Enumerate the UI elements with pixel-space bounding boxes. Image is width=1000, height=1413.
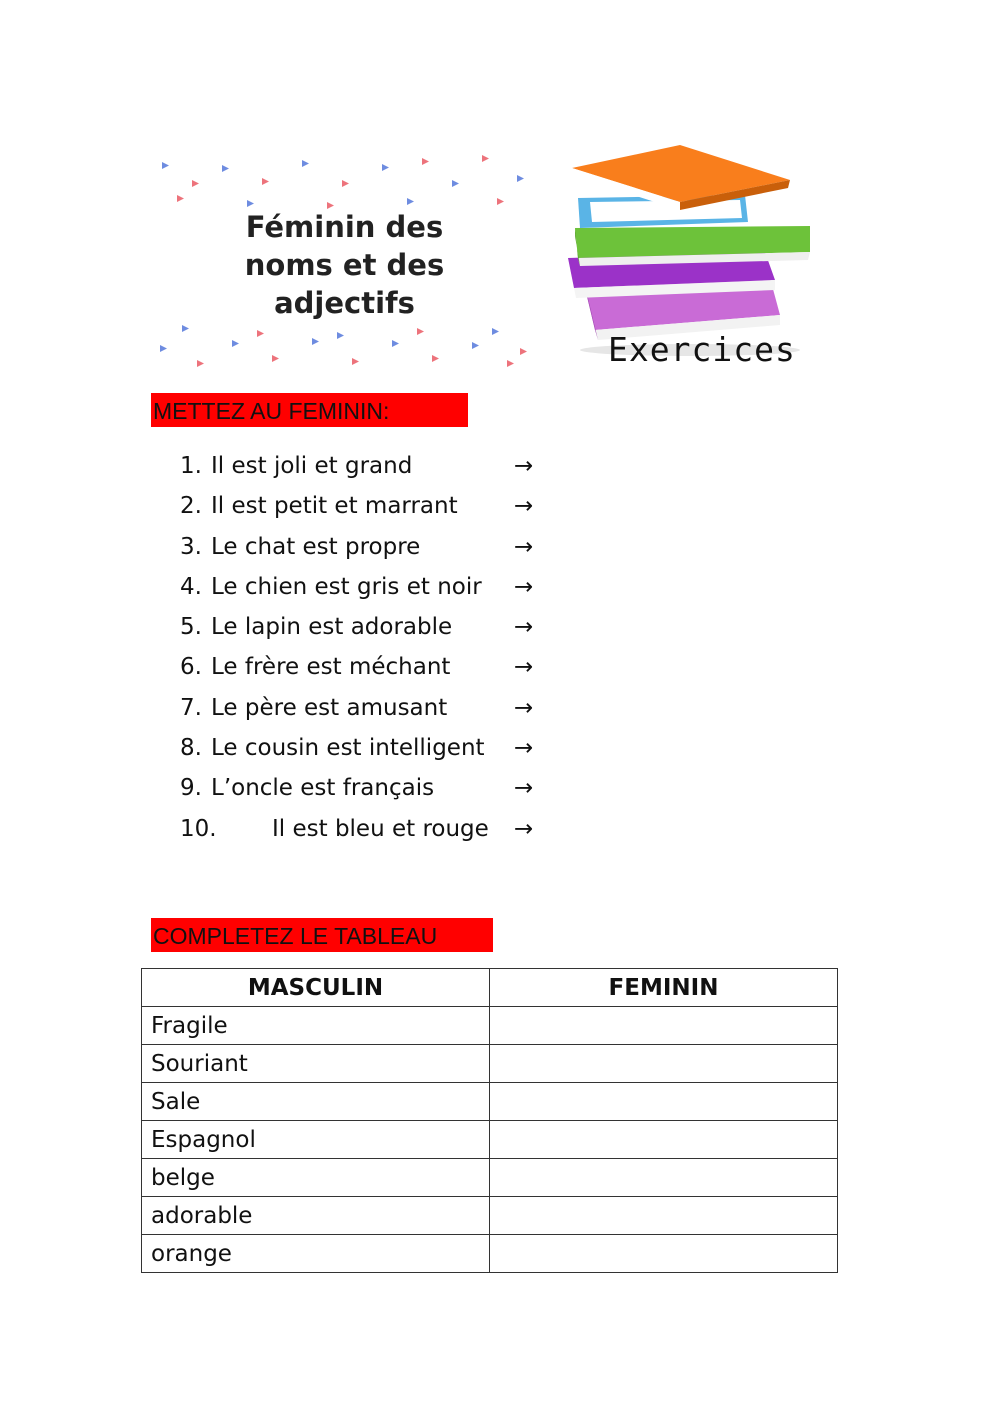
cell-feminin-answer[interactable]	[490, 1235, 838, 1273]
table-row	[142, 1007, 838, 1045]
confetti-triangle	[182, 325, 189, 332]
confetti-triangle	[312, 338, 319, 345]
table-row	[142, 1121, 838, 1159]
confetti-triangle	[342, 180, 349, 187]
confetti-triangle	[422, 158, 429, 165]
confetti-triangle	[382, 164, 389, 171]
cell-masculin: adorable	[142, 1197, 490, 1235]
arrow-icon: →	[514, 573, 534, 600]
confetti-triangle	[177, 195, 184, 202]
item-sentence: Le lapin est adorable	[211, 614, 453, 641]
confetti-triangle	[407, 198, 414, 205]
confetti-triangle	[197, 360, 204, 367]
cell-masculin: Fragile	[142, 1007, 490, 1045]
item-sentence: Il est joli et grand	[211, 453, 413, 479]
confetti-triangle	[432, 355, 439, 362]
exercices-caption: Exercices	[608, 330, 796, 369]
table-header-row	[142, 969, 838, 1007]
confetti-triangle	[417, 328, 424, 335]
item-number: 8.	[180, 735, 202, 762]
confetti-triangle	[492, 328, 499, 335]
confetti-triangle	[302, 160, 309, 167]
book-green	[575, 226, 810, 266]
item-number: 2.	[180, 493, 202, 520]
arrow-icon: →	[514, 775, 534, 802]
item-sentence: Le cousin est intelligent	[211, 735, 485, 762]
banner-title-line: Féminin des	[245, 210, 444, 244]
confetti-triangle	[507, 360, 514, 367]
item-sentence: Il est petit et marrant	[211, 493, 458, 520]
confetti-triangle	[162, 162, 169, 169]
cell-masculin: Souriant	[142, 1045, 490, 1083]
item-number: 3.	[180, 533, 202, 560]
banner-title-line: adjectifs	[274, 286, 415, 320]
confetti-triangle	[222, 165, 229, 172]
banner-title	[152, 208, 537, 322]
arrow-icon: →	[514, 614, 534, 641]
arrow-icon: →	[514, 694, 534, 721]
item-sentence: Il est bleu et rouge	[272, 815, 489, 842]
banner-title-line: noms et des	[244, 248, 445, 282]
item-sentence: L’oncle est français	[211, 775, 435, 802]
table-row	[142, 1235, 838, 1273]
arrow-icon: →	[514, 654, 534, 681]
arrow-icon: →	[514, 735, 534, 762]
table-row	[142, 1197, 838, 1235]
table-row	[142, 1083, 838, 1121]
confetti-triangle	[192, 180, 199, 187]
confetti-triangle	[232, 340, 239, 347]
item-number: 4.	[180, 573, 202, 600]
cell-feminin-answer[interactable]	[490, 1045, 838, 1083]
item-sentence: Le frère est méchant	[211, 654, 451, 681]
cell-feminin-answer[interactable]	[490, 1083, 838, 1121]
confetti-triangle	[452, 180, 459, 187]
confetti-triangle	[160, 345, 167, 352]
cell-masculin: orange	[142, 1235, 490, 1273]
item-number: 1.	[180, 453, 202, 479]
item-sentence: Le chien est gris et noir	[211, 573, 482, 600]
confetti-triangle	[517, 175, 524, 182]
confetti-triangle	[247, 200, 254, 207]
cell-feminin-answer[interactable]	[490, 1197, 838, 1235]
section-heading-mettez: METTEZ AU FEMININ:	[151, 393, 468, 427]
item-number: 5.	[180, 614, 202, 641]
item-sentence: Le chat est propre	[211, 533, 421, 560]
arrow-icon: →	[514, 815, 534, 842]
cell-masculin: Espagnol	[142, 1121, 490, 1159]
confetti-triangle	[352, 358, 359, 365]
item-number: 7.	[180, 694, 202, 721]
gender-table	[141, 968, 838, 1273]
table-row	[142, 1045, 838, 1083]
confetti-triangle	[472, 342, 479, 349]
arrow-icon: →	[514, 453, 534, 479]
section-heading-tableau: COMPLETEZ LE TABLEAU	[151, 918, 493, 952]
title-banner	[152, 150, 527, 378]
column-header-feminin: FEMININ	[490, 969, 838, 1007]
arrow-icon: →	[514, 493, 534, 520]
confetti-triangle	[262, 178, 269, 185]
cell-feminin-answer[interactable]	[490, 1121, 838, 1159]
arrow-icon: →	[514, 533, 534, 560]
confetti-triangle	[272, 355, 279, 362]
cell-masculin: belge	[142, 1159, 490, 1197]
cell-feminin-answer[interactable]	[490, 1159, 838, 1197]
item-number: 9.	[180, 775, 202, 802]
confetti-triangle	[497, 198, 504, 205]
confetti-triangle	[392, 340, 399, 347]
item-number: 6.	[180, 654, 202, 681]
item-number: 10.	[180, 815, 217, 842]
item-sentence: Le père est amusant	[211, 694, 448, 721]
table-row	[142, 1159, 838, 1197]
column-header-masculin: MASCULIN	[142, 969, 490, 1007]
confetti-triangle	[337, 332, 344, 339]
confetti-triangle	[482, 155, 489, 162]
confetti-triangle	[257, 330, 264, 337]
confetti-triangle	[520, 348, 527, 355]
cell-masculin: Sale	[142, 1083, 490, 1121]
cell-feminin-answer[interactable]	[490, 1007, 838, 1045]
